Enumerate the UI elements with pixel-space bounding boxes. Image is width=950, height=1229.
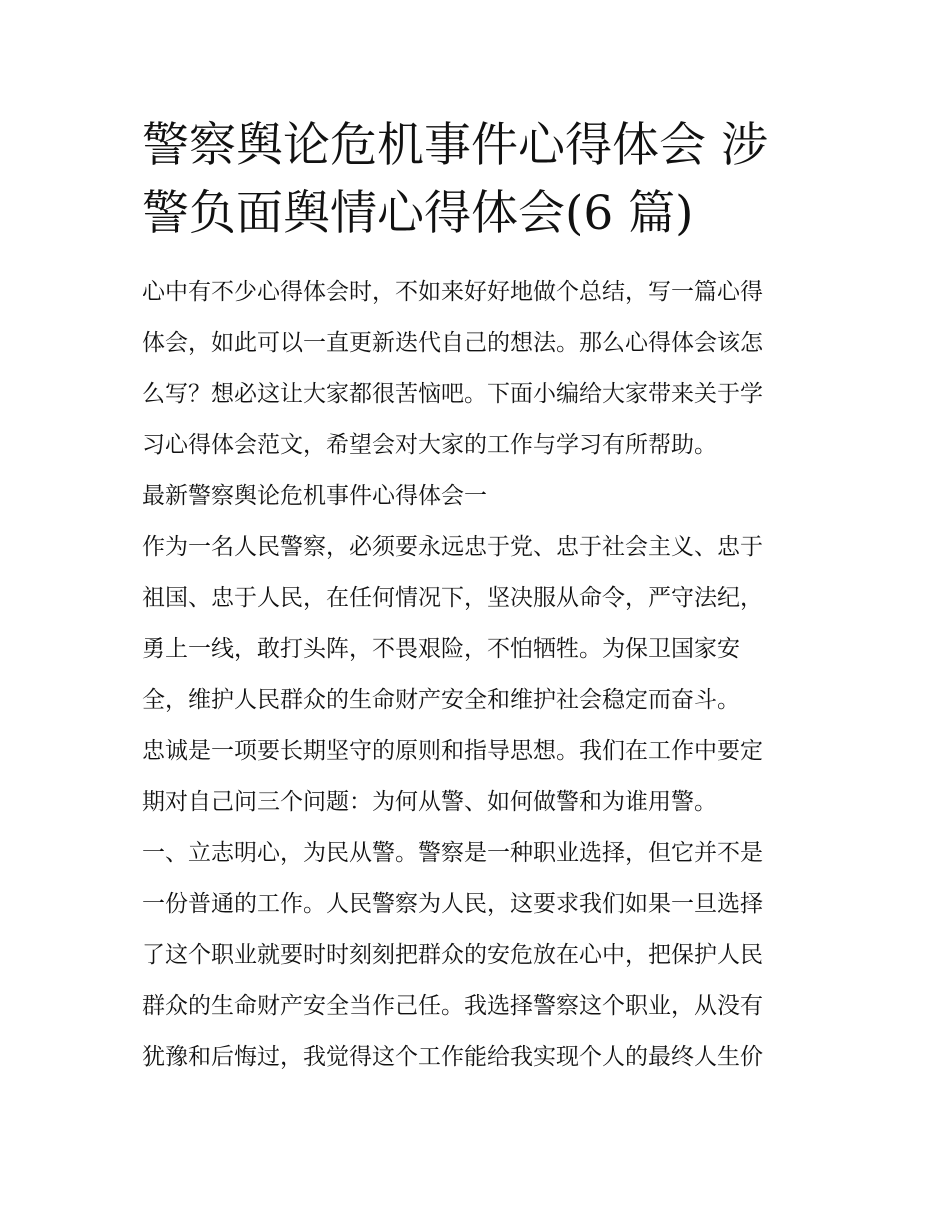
text-line: 一、立志明心，为民从警。警察是一种职业选择，但它并不是 xyxy=(142,840,763,866)
text-line: 心中有不少心得体会时，不如来好好地做个总结，写一篇心得 xyxy=(142,279,763,305)
text-line: 全，维护人民群众的生命财产安全和维护社会稳定而奋斗。 xyxy=(142,687,740,713)
text-line: 最新警察舆论危机事件心得体会一 xyxy=(142,483,487,509)
text-line: 犹豫和后悔过，我觉得这个工作能给我实现个人的最终人生价 xyxy=(142,1044,763,1070)
title-line: 警负面舆情心得体会(6 篇) xyxy=(142,186,694,241)
text-line: 一份普通的工作。人民警察为人民，这要求我们如果一旦选择 xyxy=(142,891,763,917)
body-paragraph xyxy=(142,828,814,1083)
text-line: 么写？想必这让大家都很苦恼吧。下面小编给大家带来关于学 xyxy=(142,381,763,407)
text-line: 体会，如此可以一直更新迭代自己的想法。那么心得体会该怎 xyxy=(142,330,763,356)
document-title xyxy=(142,112,814,248)
text-line: 祖国、忠于人民，在任何情况下，坚决服从命令，严守法纪， xyxy=(142,585,763,611)
body-paragraph xyxy=(142,726,814,828)
text-line: 忠诚是一项要长期坚守的原则和指导思想。我们在工作中要定 xyxy=(142,738,763,764)
document-page xyxy=(142,112,814,1083)
text-line: 作为一名人民警察，必须要永远忠于党、忠于社会主义、忠于 xyxy=(142,534,763,560)
title-line: 警察舆论危机事件心得体会 涉 xyxy=(142,118,768,173)
document-body xyxy=(142,267,814,1083)
body-paragraph xyxy=(142,522,814,726)
text-line: 勇上一线，敢打头阵，不畏艰险，不怕牺牲。为保卫国家安 xyxy=(142,636,740,662)
text-line: 群众的生命财产安全当作己任。我选择警察这个职业，从没有 xyxy=(142,993,763,1019)
text-line: 期对自己问三个问题：为何从警、如何做警和为谁用警。 xyxy=(142,789,717,815)
section-heading xyxy=(142,471,814,522)
text-line: 了这个职业就要时时刻刻把群众的安危放在心中，把保护人民 xyxy=(142,942,763,968)
intro-paragraph xyxy=(142,267,814,471)
text-line: 习心得体会范文，希望会对大家的工作与学习有所帮助。 xyxy=(142,432,717,458)
